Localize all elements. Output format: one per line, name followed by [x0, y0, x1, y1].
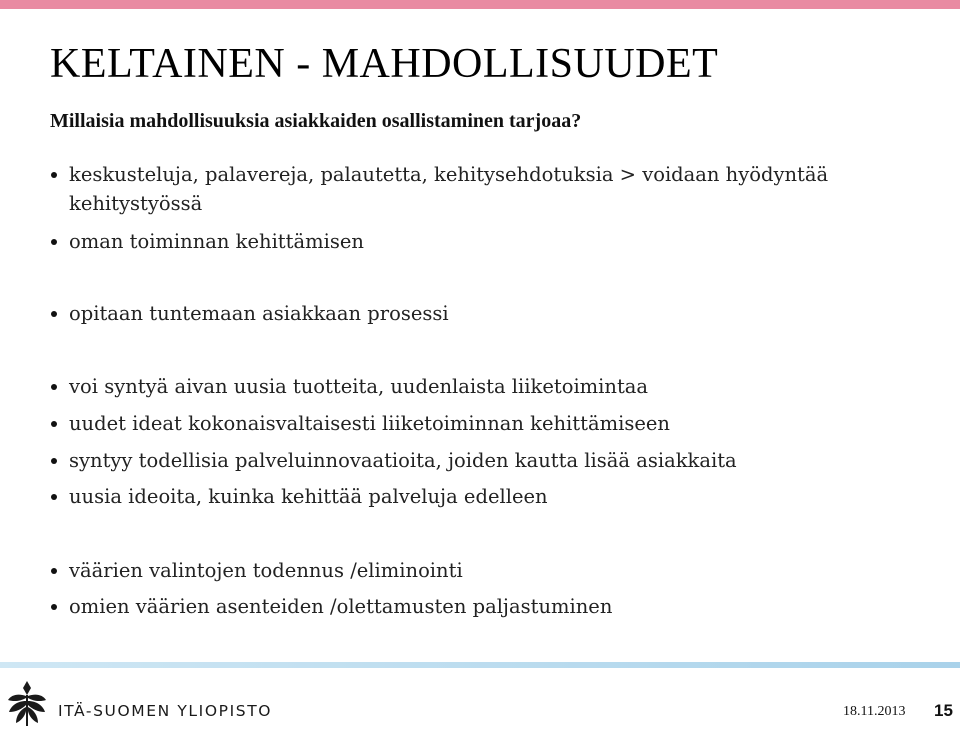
bullet-item: omien väärien asenteiden /olettamusten paljastuminen — [50, 592, 929, 621]
bullet-item: syntyy todellisia palveluinnovaatioita, joiden kautta lisää asiakkaita — [50, 446, 929, 475]
top-accent-bar — [0, 0, 960, 9]
university-plant-logo-icon — [6, 679, 48, 727]
bullet-item: opitaan tuntemaan asiakkaan prosessi — [50, 299, 929, 328]
university-name: ITÄ-SUOMEN YLIOPISTO — [58, 702, 273, 720]
page-number: 15 — [934, 701, 953, 720]
slide-title: KELTAINEN - MAHDOLLISUUDET — [50, 41, 719, 87]
bullet-item: väärien valintojen todennus /eliminointi — [50, 556, 929, 585]
bullet-item: keskusteluja, palavereja, palautetta, kehitysehdotuksia > voidaan hyödyntää kehitystyössä — [50, 160, 929, 218]
slide-subtitle: Millaisia mahdollisuuksia asiakkaiden osallistaminen tarjoaa? — [50, 110, 582, 132]
bullet-item: oman toiminnan kehittämisen — [50, 227, 929, 256]
slide-date: 18.11.2013 — [843, 704, 906, 719]
footer-accent-bar — [0, 662, 960, 668]
bullet-item: uudet ideat kokonaisvaltaisesti liiketoiminnan kehittämiseen — [50, 409, 929, 438]
bullet-item: uusia ideoita, kuinka kehittää palveluja edelleen — [50, 482, 929, 511]
bullet-item: voi syntyä aivan uusia tuotteita, uudenlaista liiketoimintaa — [50, 372, 929, 401]
